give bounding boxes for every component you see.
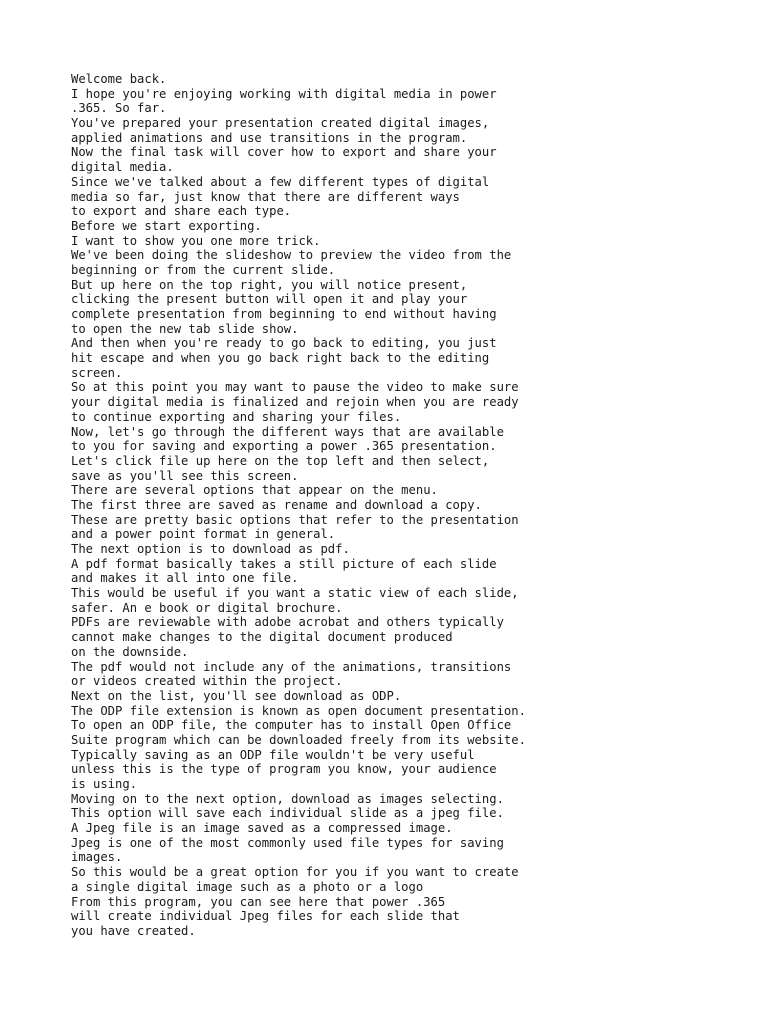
transcript-text — [71, 72, 751, 939]
transcript-line: Next on the list, you'll see download as ODP. — [71, 688, 402, 703]
transcript-line: applied animations and use transitions in the program. — [71, 130, 468, 145]
transcript-line: A pdf format basically takes a still picture of each slide — [71, 556, 497, 571]
transcript-line: cannot make changes to the digital document produced — [71, 630, 453, 645]
transcript-line: save as you'll see this screen. — [71, 468, 299, 483]
transcript-line: unless this is the type of program you know, your audience — [71, 762, 497, 777]
transcript-line: This option will save each individual slide as a jpeg file. — [71, 806, 504, 821]
transcript-line: Suite program which can be downloaded freely from its website. — [71, 732, 526, 747]
transcript-line: is using. — [71, 777, 138, 791]
transcript-line: I hope you're enjoying working with digital media in power — [71, 86, 497, 101]
transcript-line: images. — [71, 850, 123, 865]
transcript-line: beginning or from the current slide. — [71, 262, 336, 277]
transcript-line: hit escape and when you go back right back to the editing — [71, 351, 490, 366]
transcript-line: screen. — [71, 365, 123, 380]
transcript-line: Typically saving as an ODP file wouldn't be very useful — [71, 747, 475, 762]
transcript-line: The ODP file extension is known as open document presentation. — [71, 703, 526, 718]
transcript-line: clicking the present button will open it and play your — [71, 292, 468, 307]
transcript-line: These are pretty basic options that refer to the presentation — [71, 512, 519, 527]
transcript-line: or videos created within the project. — [71, 674, 343, 689]
transcript-line: I want to show you one more trick. — [71, 233, 321, 248]
transcript-line: your digital media is finalized and rejoin when you are ready — [71, 395, 519, 410]
transcript-line: But up here on the top right, you will notice present, — [71, 277, 468, 292]
transcript-line: So at this point you may want to pause the video to make sure — [71, 380, 519, 395]
transcript-line: safer. An e book or digital brochure. — [71, 600, 343, 615]
transcript-line: to open the new tab slide show. — [71, 321, 299, 336]
transcript-line: To open an ODP file, the computer has to install Open Office — [71, 718, 512, 733]
transcript-line: media so far, just know that there are different ways — [71, 189, 460, 204]
transcript-line: Welcome back. — [71, 72, 167, 86]
transcript-line: There are several options that appear on the menu. — [71, 483, 438, 498]
transcript-line: Now, let's go through the different ways that are available — [71, 424, 504, 439]
transcript-line: .365. So far. — [71, 101, 167, 116]
transcript-line: Jpeg is one of the most commonly used file types for saving — [71, 835, 504, 850]
transcript-line: Moving on to the next option, download as images selecting. — [71, 791, 504, 806]
transcript-line: Now the final task will cover how to export and share your — [71, 145, 497, 160]
transcript-line: to you for saving and exporting a power .365 presentation. — [71, 439, 497, 454]
transcript-line: From this program, you can see here that power .365 — [71, 894, 446, 909]
transcript-line: to export and share each type. — [71, 204, 292, 219]
transcript-line: Let's click file up here on the top left and then select, — [71, 453, 490, 468]
transcript-line: and makes it all into one file. — [71, 571, 299, 586]
transcript-line: The first three are saved as rename and download a copy. — [71, 497, 482, 512]
transcript-line: complete presentation from beginning to end without having — [71, 307, 497, 321]
transcript-line: A Jpeg file is an image saved as a compressed image. — [71, 821, 453, 836]
transcript-line: you have created. — [71, 923, 196, 938]
transcript-line: We've been doing the slideshow to preview the video from the — [71, 248, 512, 263]
transcript-line: This would be useful if you want a static view of each slide, — [71, 586, 519, 601]
transcript-line: Since we've talked about a few different types of digital — [71, 174, 490, 189]
transcript-line: to continue exporting and sharing your files. — [71, 409, 402, 424]
transcript-line: You've prepared your presentation created digital images, — [71, 116, 490, 131]
transcript-line: The next option is to download as pdf. — [71, 542, 350, 556]
transcript-line: And then when you're ready to go back to editing, you just — [71, 336, 497, 351]
transcript-line: a single digital image such as a photo or a logo — [71, 879, 424, 894]
transcript-line: digital media. — [71, 160, 174, 175]
transcript-line: Before we start exporting. — [71, 218, 262, 233]
transcript-line: PDFs are reviewable with adobe acrobat and others typically — [71, 615, 504, 630]
transcript-line: will create individual Jpeg files for each slide that — [71, 909, 460, 924]
transcript-line: on the downside. — [71, 644, 189, 659]
transcript-line: The pdf would not include any of the animations, transitions — [71, 659, 512, 674]
transcript-line: and a power point format in general. — [71, 527, 336, 542]
transcript-line: So this would be a great option for you if you want to create — [71, 865, 519, 880]
